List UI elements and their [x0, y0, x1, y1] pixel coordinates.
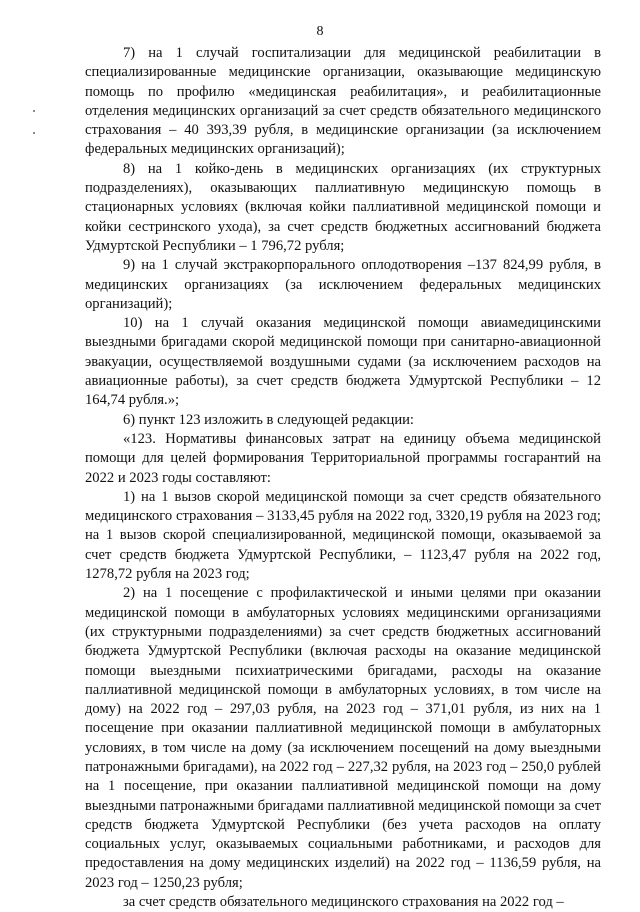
- paragraph-item-10: 10) на 1 случай оказания медицинской помощи авиамедицинскими выездными бригадами скорой медицинской помощи при санитарно-авиационной эвакуации, осуществляемой воздушными судами (за исключением расходов на авиационные работы), за счет средств бюджета Удмуртской Республики – 12 164,74 рубля.»;: [85, 315, 601, 409]
- clause-123-continuation: за счет средств обязательного медицинского страхования на 2022 год –: [123, 894, 564, 911]
- page-number: 8: [316, 24, 324, 39]
- clause-123-item-2: 2) на 1 посещение с профилактической и иными целями при оказании медицинской помощи в амбулаторных условиях медицинскими организациями (их структурными подразделениями) за счет средств бюджетных ассигнований бюджета Удмуртской Республики (включая расходы на оказание медицинской помощи выездными психиатрическими бригадами, расходы на оказание паллиативной медицинской помощи в амбулаторных условиях, в том числе на дому) на 2022 год – 297,03 рубля, на 2023 год – 371,01 рубля, из них на 1 посещение при оказании паллиативной медицинской помощи в амбулаторных условиях, в том числе на дому (за исключением посещений на дому выездными патронажными бригадами), на 2022 год – 227,32 рубля, на 2023 год – 250,0 рублей на 1 посещение, при оказании паллиативной медицинской помощи на дому выездными патронажными бригадами паллиативной медицинской помощи за счет средств бюджета Удмуртской Республики (без учета расходов на оплату социальных услуг, оказываемых социальными работниками, и расходов для предоставления на дому медицинских изделий) на 2022 год – 1136,59 рубля, на 2023 год – 1250,23 рубля;: [85, 585, 601, 891]
- paragraph-item-7: 7) на 1 случай госпитализации для медицинской реабилитации в специализированные медицинские организации, оказывающие медицинскую помощь по профилю «медицинская реабилитация», и реабилитационные отделения медицинских организаций за счет средств обязательного медицинского страхования – 40 393,39 рубля, в медицинские организации (за исключением федеральных медицинских организаций);: [85, 45, 601, 158]
- clause-123-item-1: 1) на 1 вызов скорой медицинской помощи за счет средств обязательного медицинского страхования – 3133,45 рубля на 2022 год, 3320,19 рубля на 2023 год; на 1 вызов скорой специализированной, медицинской помощи, оказываемой за счет средств бюджета Удмуртской Республики, – 1123,47 рубля на 2022 год, 1278,72 рубля на 2023 год;: [85, 488, 601, 583]
- scan-speck: [33, 132, 35, 134]
- paragraph-item-9: 9) на 1 случай экстракорпорального оплодотворения –137 824,99 рубля, в медицинских организациях (за исключением федеральных медицинских организаций);: [85, 257, 601, 312]
- amendment-instruction: 6) пункт 123 изложить в следующей редакции:: [123, 411, 414, 428]
- document-body: [85, 44, 601, 912]
- scan-speck: [33, 110, 35, 112]
- paragraph-item-8: 8) на 1 койко-день в медицинских организациях (их структурных подразделениях), оказывающих паллиативную медицинскую помощь в стационарных условиях (включая койки паллиативной медицинской помощи и койки сестринского ухода), за счет средств бюджетных ассигнований бюджета Удмуртской Республики – 1 796,72 рубля;: [85, 160, 601, 254]
- clause-123-intro: «123. Нормативы финансовых затрат на единицу объема медицинской помощи для целей формирования Территориальной программы госгарантий на 2022 и 2023 годы составляют:: [85, 430, 601, 486]
